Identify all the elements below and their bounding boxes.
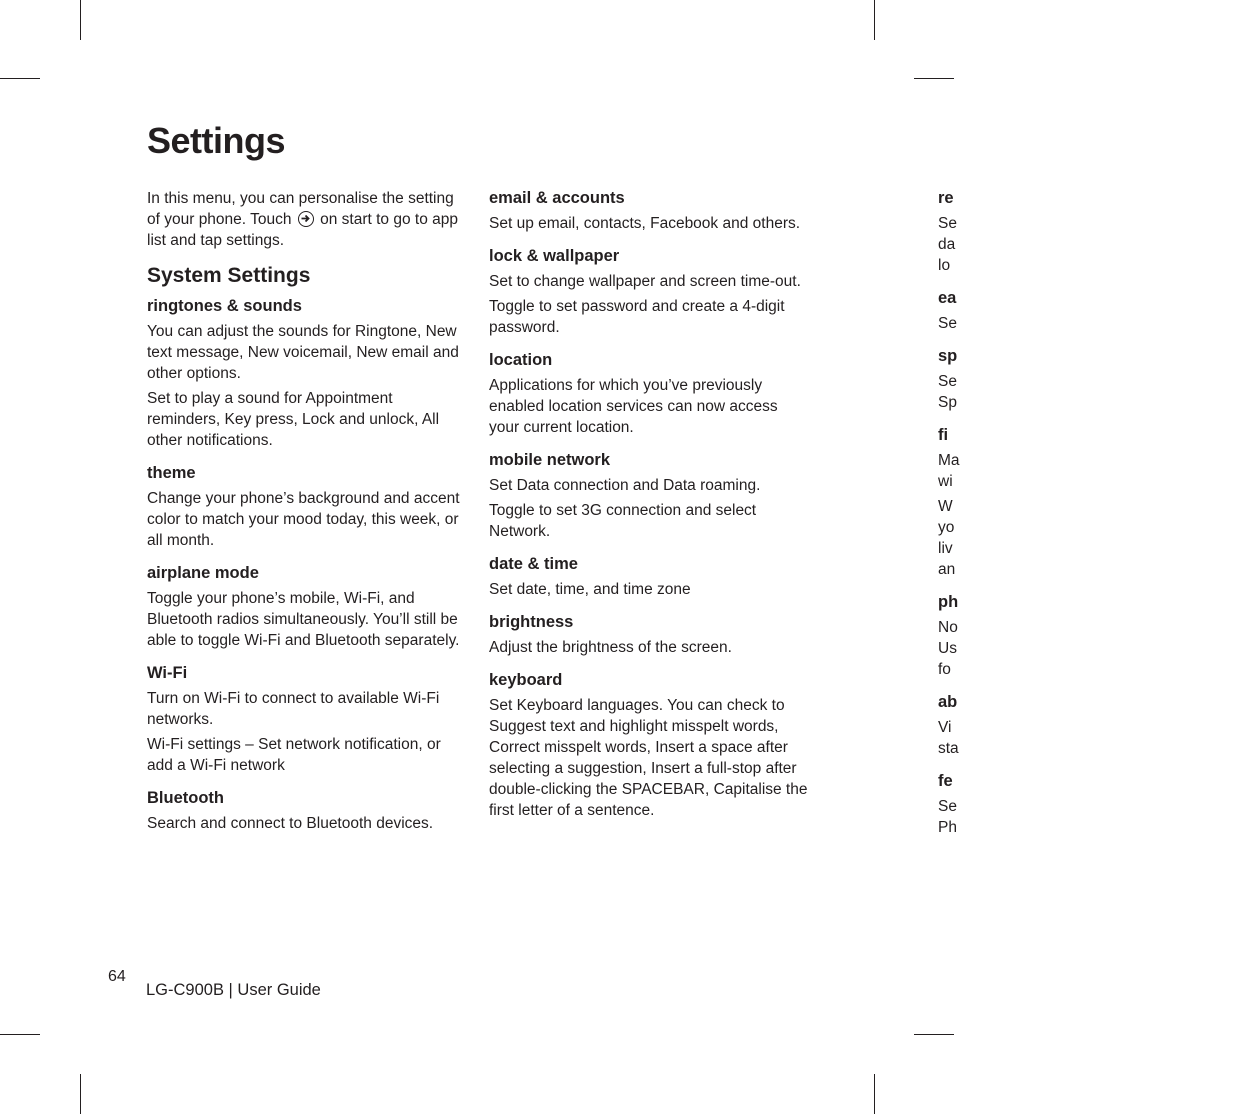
setting-heading: ab bbox=[938, 693, 958, 711]
setting-heading: re bbox=[938, 189, 954, 207]
fragment-line: da bbox=[938, 236, 956, 253]
setting-item bbox=[489, 450, 809, 542]
setting-description: Toggle to set password and create a 4-digit password. bbox=[489, 298, 785, 336]
setting-item-fragment bbox=[938, 346, 1258, 413]
setting-description: Adjust the brightness of the screen. bbox=[489, 639, 732, 656]
fragment-line: Ma bbox=[938, 452, 960, 469]
setting-item bbox=[489, 554, 809, 600]
setting-heading: ea bbox=[938, 289, 957, 307]
setting-heading: fe bbox=[938, 772, 953, 790]
crop-mark bbox=[80, 0, 81, 40]
fragment-line: fo bbox=[938, 661, 951, 678]
setting-item bbox=[489, 612, 809, 658]
fragment-line: No bbox=[938, 619, 958, 636]
fragment-line: liv bbox=[938, 540, 953, 557]
setting-description: Set to change wallpaper and screen time-out. bbox=[489, 273, 801, 290]
setting-description: Set to play a sound for Appointment reminders, Key press, Lock and unlock, All other notifications. bbox=[147, 390, 440, 449]
setting-item-fragment bbox=[938, 288, 1258, 334]
fragment-line: Sp bbox=[938, 394, 957, 411]
intro-text: on start to go to app list and tap settings. bbox=[147, 211, 458, 249]
setting-description: Wi-Fi settings – Set network notification, or add a Wi-Fi network bbox=[147, 736, 441, 774]
fragment-line: Se bbox=[938, 798, 957, 815]
page-number: 64 bbox=[108, 968, 126, 985]
setting-description: Toggle your phone’s mobile, Wi-Fi, and Bluetooth radios simultaneously. You’ll still be able to toggle Wi-Fi and Bluetooth separately. bbox=[147, 590, 460, 649]
footer-guide: LG-C900B | User Guide bbox=[146, 981, 321, 999]
setting-item-fragment bbox=[938, 188, 1258, 276]
setting-description bbox=[938, 496, 1258, 580]
fragment-line: Se bbox=[938, 215, 957, 232]
setting-item bbox=[147, 663, 467, 776]
setting-description bbox=[938, 717, 1258, 759]
column-right-cropped bbox=[938, 188, 960, 850]
setting-item-fragment bbox=[938, 592, 1258, 680]
fragment-line: W bbox=[938, 498, 953, 515]
setting-description: Search and connect to Bluetooth devices. bbox=[147, 815, 434, 832]
setting-item bbox=[489, 246, 809, 338]
setting-description: Set date, time, and time zone bbox=[489, 581, 691, 598]
setting-heading: sp bbox=[938, 347, 958, 365]
setting-heading: brightness bbox=[489, 613, 574, 631]
setting-item-fragment bbox=[938, 771, 1258, 838]
setting-description bbox=[938, 796, 1258, 838]
setting-heading: theme bbox=[147, 464, 196, 482]
setting-description: Applications for which you’ve previously enabled location services can now access your current location. bbox=[489, 377, 778, 436]
setting-description bbox=[938, 371, 1258, 413]
crop-mark bbox=[0, 1034, 40, 1035]
crop-mark bbox=[874, 1074, 875, 1114]
fragment-line: Vi bbox=[938, 719, 952, 736]
setting-description bbox=[938, 617, 1258, 680]
setting-description: Set up email, contacts, Facebook and others. bbox=[489, 215, 801, 232]
crop-mark bbox=[914, 1034, 954, 1035]
setting-item-fragment bbox=[938, 692, 1258, 759]
fragment-line: wi bbox=[938, 473, 953, 490]
setting-heading: ph bbox=[938, 593, 959, 611]
setting-item bbox=[147, 563, 467, 651]
setting-description: Toggle to set 3G connection and select Network. bbox=[489, 502, 757, 540]
fragment-line: yo bbox=[938, 519, 955, 536]
settings-list bbox=[489, 188, 809, 821]
crop-mark bbox=[80, 1074, 81, 1114]
fragment-line: Ph bbox=[938, 819, 957, 836]
setting-heading: lock & wallpaper bbox=[489, 247, 620, 265]
setting-heading: fi bbox=[938, 426, 949, 444]
page-title: Settings bbox=[147, 120, 286, 161]
setting-heading: keyboard bbox=[489, 671, 563, 689]
setting-item bbox=[489, 188, 809, 234]
fragment-line: Se bbox=[938, 373, 957, 390]
setting-heading: mobile network bbox=[489, 451, 611, 469]
fragment-line: Us bbox=[938, 640, 957, 657]
setting-heading: airplane mode bbox=[147, 564, 259, 582]
setting-description: You can adjust the sounds for Ringtone, New text message, New voicemail, New email and other options. bbox=[147, 323, 459, 382]
column-left bbox=[147, 188, 467, 846]
setting-item bbox=[147, 788, 467, 834]
crop-mark bbox=[874, 0, 875, 40]
setting-item bbox=[489, 670, 809, 821]
settings-list bbox=[938, 188, 1258, 838]
fragment-line: Se bbox=[938, 315, 957, 332]
section-title: System Settings bbox=[147, 264, 311, 287]
setting-heading: location bbox=[489, 351, 553, 369]
setting-description bbox=[938, 213, 1258, 276]
setting-description: Set Data connection and Data roaming. bbox=[489, 477, 761, 494]
setting-description: Set Keyboard languages. You can check to Suggest text and highlight misspelt words, Correct misspelt words, Insert a space after selecting a suggestion, Insert a full-stop after double-clicking the SPACEBAR, Capitalise the first letter of a sentence. bbox=[489, 697, 808, 819]
settings-list bbox=[147, 296, 467, 834]
setting-heading: email & accounts bbox=[489, 189, 625, 207]
setting-description: Change your phone’s background and accent color to match your mood today, this week, or all month. bbox=[147, 490, 460, 549]
crop-mark bbox=[914, 78, 954, 79]
setting-heading: Bluetooth bbox=[147, 789, 224, 807]
column-middle bbox=[489, 188, 809, 833]
setting-description bbox=[938, 450, 1258, 492]
fragment-line: sta bbox=[938, 740, 959, 757]
fragment-line: an bbox=[938, 561, 956, 578]
fragment-line: lo bbox=[938, 257, 951, 274]
setting-heading: ringtones & sounds bbox=[147, 297, 302, 315]
setting-item bbox=[147, 463, 467, 551]
intro-text: In this menu, you can personalise the setting of your phone. Touch bbox=[147, 190, 454, 228]
crop-mark bbox=[0, 78, 40, 79]
arrow-right-circle-icon bbox=[298, 211, 314, 227]
setting-item-fragment bbox=[938, 425, 1258, 580]
setting-heading: Wi-Fi bbox=[147, 664, 188, 682]
setting-item bbox=[489, 350, 809, 438]
setting-description bbox=[938, 313, 1258, 334]
setting-heading: date & time bbox=[489, 555, 578, 573]
intro-paragraph bbox=[147, 188, 467, 251]
setting-description: Turn on Wi-Fi to connect to available Wi-Fi networks. bbox=[147, 690, 440, 728]
setting-item bbox=[147, 296, 467, 451]
